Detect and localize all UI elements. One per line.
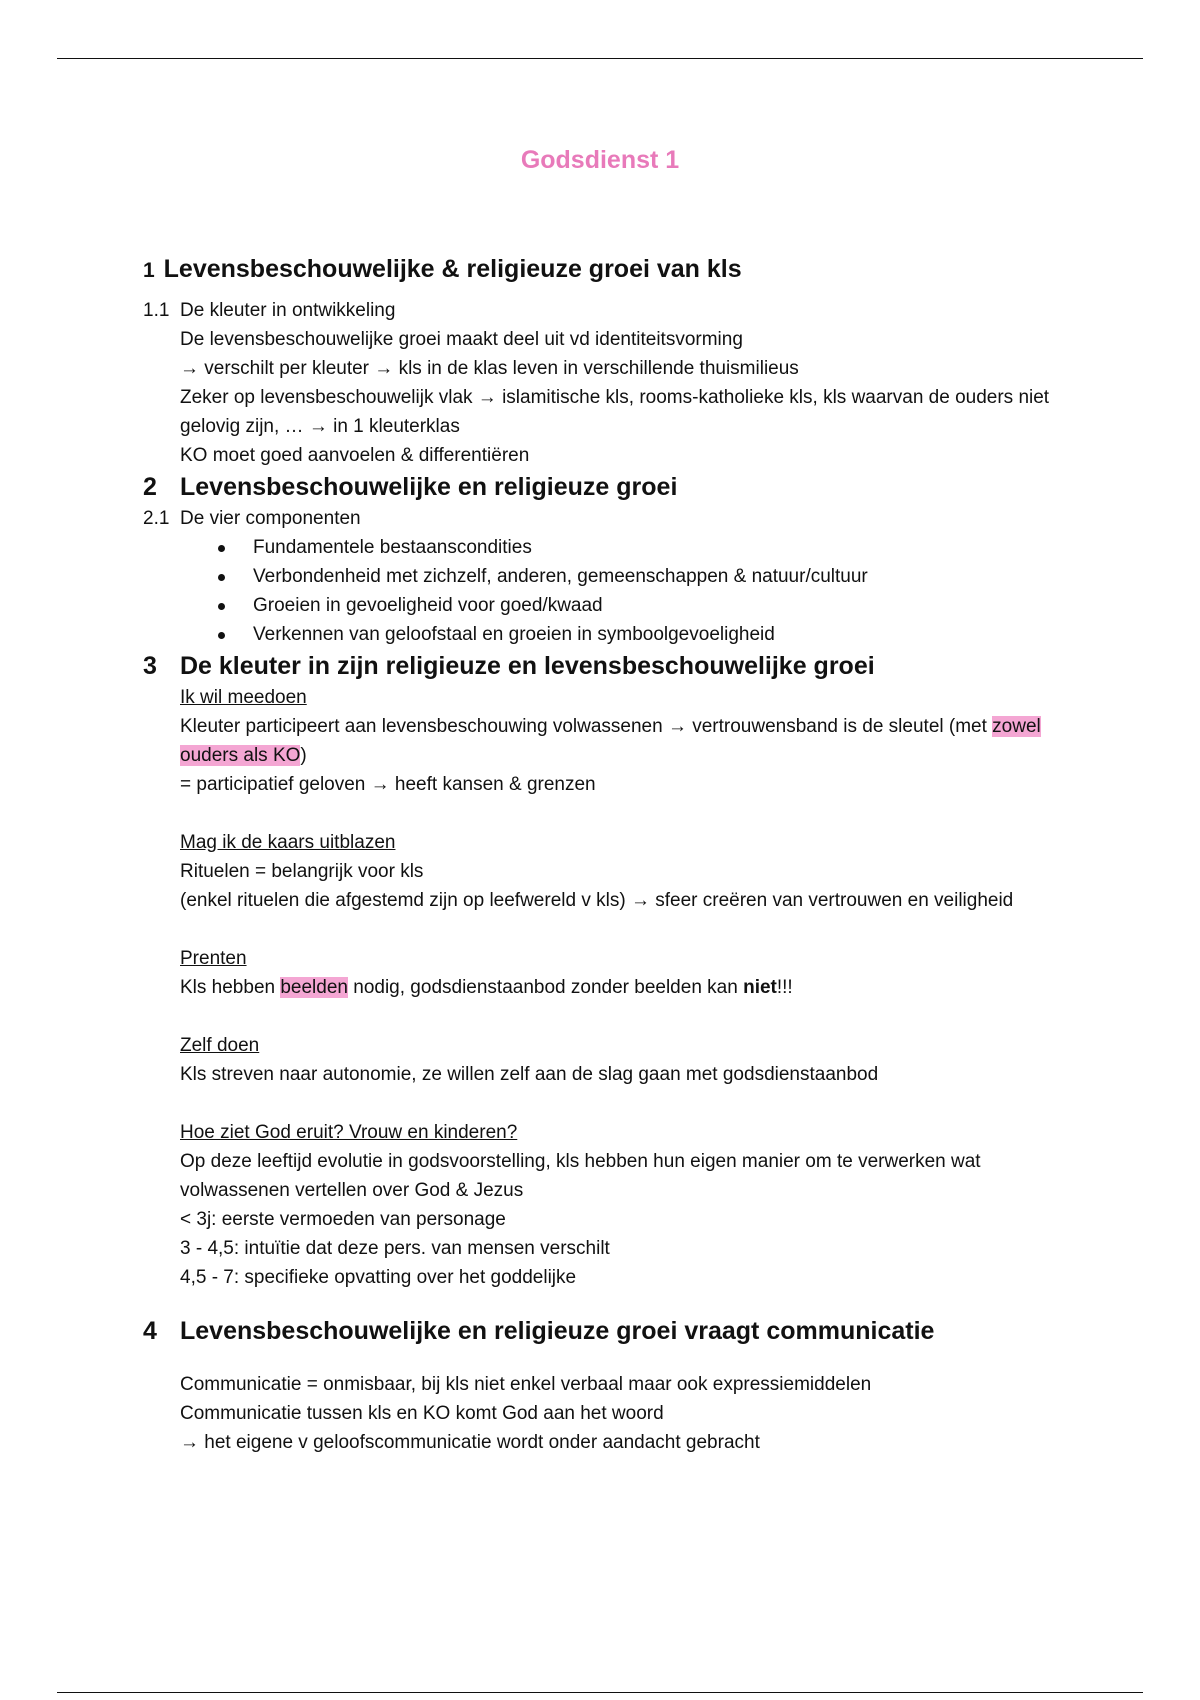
section-4-title: Levensbeschouwelijke en religieuze groei vraagt communicatie	[180, 1317, 935, 1345]
section-3-title: De kleuter in zijn religieuze en levensbeschouwelijke groei	[180, 652, 875, 680]
section-2-number: 2	[143, 473, 157, 501]
text-run: !!!	[776, 977, 793, 998]
block-title-zelf-doen: Zelf doen	[180, 1035, 260, 1056]
section-1-title: Levensbeschouwelijke & religieuze groei van kls	[163, 255, 742, 283]
subsection-2-1-title: De vier componenten	[180, 508, 361, 529]
paragraph-line: = participatief geloven → heeft kansen & grenzen	[180, 774, 596, 795]
paragraph-line: Communicatie = onmisbaar, bij kls niet enkel verbaal maar ook expressiemiddelen	[180, 1374, 872, 1395]
paragraph-line: → het eigene v geloofscommunicatie wordt onder aandacht gebracht	[180, 1432, 760, 1453]
section-1-number: 1	[143, 259, 155, 282]
block-title-hoe-ziet-god-eruit: Hoe ziet God eruit? Vrouw en kinderen?	[180, 1122, 518, 1143]
spacer	[180, 915, 1083, 944]
paragraph-line: → verschilt per kleuter → kls in de klas leven in verschillende thuismilieus	[180, 358, 799, 379]
components-list	[143, 533, 1083, 649]
section-1-heading	[143, 252, 1083, 288]
paragraph-line: Kls streven naar autonomie, ze willen zelf aan de slag gaan met godsdienstaanbod	[180, 1064, 879, 1085]
section-2-heading	[143, 470, 1083, 504]
bottom-rule	[57, 1692, 1143, 1693]
paragraph-line: 3 - 4,5: intuïtie dat deze pers. van mensen verschilt	[180, 1238, 610, 1259]
subsection-1-1-title: De kleuter in ontwikkeling	[180, 300, 396, 321]
subsection-2-1	[143, 504, 1083, 533]
list-item: Groeien in gevoeligheid voor goed/kwaad	[180, 591, 1083, 620]
subsection-2-1-number: 2.1	[143, 508, 170, 529]
spacer	[180, 799, 1083, 828]
block-title-prenten: Prenten	[180, 948, 247, 969]
top-rule	[57, 58, 1143, 59]
highlighted-text: zowel ouders als KO	[180, 716, 1041, 766]
paragraph-line: De levensbeschouwelijke groei maakt deel uit vd identiteitsvorming	[180, 329, 743, 350]
text-run: )	[300, 745, 307, 766]
spacer	[180, 1002, 1083, 1031]
section-4-number: 4	[143, 1317, 157, 1345]
paragraph-line: Zeker op levensbeschouwelijk vlak → islamitische kls, rooms-katholieke kls, kls waarvan de ouders niet gelovig zijn, … → in 1 kleuterklas	[180, 387, 1050, 437]
section-3-number: 3	[143, 652, 157, 680]
paragraph-line: Rituelen = belangrijk voor kls	[180, 861, 424, 882]
bold-text: niet	[743, 977, 777, 998]
paragraph-line: Communicatie tussen kls en KO komt God aan het woord	[180, 1403, 664, 1424]
section-3-text	[143, 683, 1083, 1292]
list-item: Fundamentele bestaanscondities	[180, 533, 1083, 562]
document-title: Godsdienst 1	[520, 146, 680, 174]
paragraph-line: 4,5 - 7: specifieke opvatting over het goddelijke	[180, 1267, 577, 1288]
list-item: Verkennen van geloofstaal en groeien in symboolgevoeligheid	[180, 620, 1083, 649]
text-run: nodig, godsdienstaanbod zonder beelden kan	[347, 977, 744, 998]
text-run: Kls hebben	[180, 977, 281, 998]
spacer	[180, 1089, 1083, 1118]
section-1-text	[143, 325, 1083, 470]
block-title-ik-wil-meedoen: Ik wil meedoen	[180, 687, 307, 708]
block-title-kaars: Mag ik de kaars uitblazen	[180, 832, 396, 853]
list-item: Verbondenheid met zichzelf, anderen, gemeenschappen & natuur/cultuur	[180, 562, 1083, 591]
paragraph-line	[180, 712, 1083, 770]
text-run: Kleuter participeert aan levensbeschouwing volwassenen → vertrouwensband is de sleutel (met	[180, 716, 993, 737]
section-3-heading	[143, 649, 1083, 683]
section-4-text	[143, 1370, 1083, 1457]
subsection-1-1	[143, 296, 1083, 325]
paragraph-line	[180, 973, 1083, 1002]
subsection-1-1-number: 1.1	[143, 300, 170, 321]
paragraph-line: < 3j: eerste vermoeden van personage	[180, 1209, 506, 1230]
section-4-heading	[143, 1314, 1083, 1348]
paragraph-line: Op deze leeftijd evolutie in godsvoorstelling, kls hebben hun eigen manier om te verwerken wat volwassenen vertellen over God & Jezus	[180, 1151, 981, 1201]
highlighted-text: beelden	[280, 977, 348, 998]
document-body	[143, 252, 1083, 1457]
paragraph-line: KO moet goed aanvoelen & differentiëren	[180, 445, 530, 466]
section-2-title: Levensbeschouwelijke en religieuze groei	[180, 473, 678, 501]
paragraph-line: (enkel rituelen die afgestemd zijn op leefwereld v kls) → sfeer creëren van vertrouwen en veiligheid	[180, 890, 1014, 911]
